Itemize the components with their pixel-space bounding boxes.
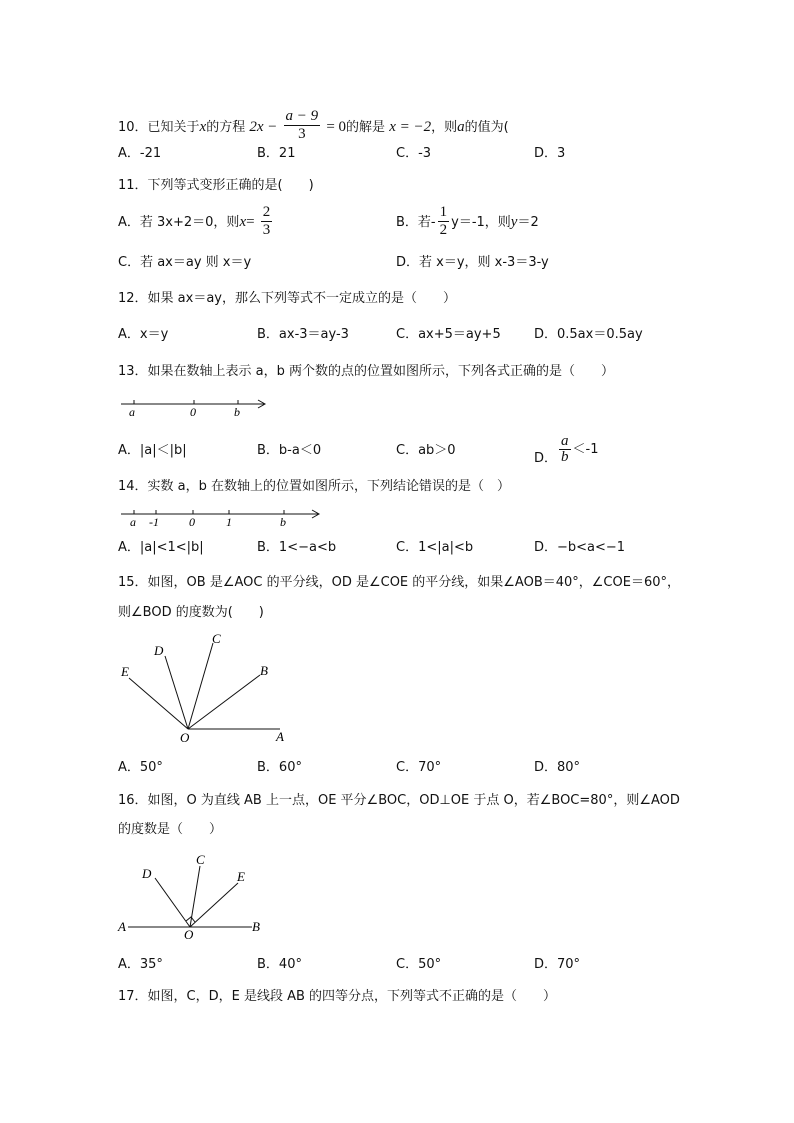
q11-opta-num: 2 xyxy=(262,204,271,220)
q15-label-d: D xyxy=(154,643,164,658)
q10-text: 的方程 xyxy=(206,120,246,135)
q11-opta-eq: = xyxy=(246,214,255,230)
q13-option-a: A．|a|＜|b| xyxy=(118,443,187,458)
q10-frac-num: a − 9 xyxy=(285,108,319,124)
q11-optb-end: ＝2 xyxy=(517,215,539,230)
q11-optb-mid: y＝-1，则 xyxy=(451,215,511,230)
q15-option-a: A．50° xyxy=(118,760,163,775)
q15-label-c: C xyxy=(212,631,221,646)
q13-optd-post: ＜-1 xyxy=(572,442,599,457)
q14-number-line xyxy=(118,505,328,531)
q10-option-a: A．-21 xyxy=(118,146,162,161)
q12-option-a: A．x＝y xyxy=(118,327,169,342)
q10-eq-right: = 0 xyxy=(326,119,347,135)
q16-label-c: C xyxy=(196,852,205,867)
q10-sol-eq: x = −2 xyxy=(389,119,432,135)
q16-option-d: D．70° xyxy=(534,957,581,972)
q15-stem-line1: 15．如图，OB 是∠AOC 的平分线，OD 是∠COE 的平分线，如果∠AOB＝40°，∠COE＝60°， xyxy=(118,575,681,590)
q16-label-e: E xyxy=(237,869,245,884)
q11-option-b xyxy=(396,205,539,240)
q14-label-0: 0 xyxy=(189,515,195,529)
q11-opta-text: A．若 3x+2＝0，则 xyxy=(118,215,240,230)
q15-label-e: E xyxy=(121,664,129,679)
q15-option-b: B．60° xyxy=(257,760,302,775)
q16-angle-figure xyxy=(114,850,269,942)
q15-ray-ob xyxy=(188,675,260,729)
q13-optd-num: a xyxy=(561,433,569,449)
q12-option-d: D．0.5ax＝0.5ay xyxy=(534,327,643,342)
q11-option-c: C．若 ax＝ay 则 x＝y xyxy=(118,255,252,270)
q13-optd-den: b xyxy=(561,449,569,465)
q15-ray-od xyxy=(165,656,188,729)
q10-frac-den: 3 xyxy=(298,126,306,142)
q10-tail2: 的值为( xyxy=(464,120,509,135)
q16-label-d: D xyxy=(142,866,152,881)
q12-option-b: B．ax-3＝ay-3 xyxy=(257,327,349,342)
q13-option-b: B．b-a＜0 xyxy=(257,443,322,458)
q11-optb-text: B．若- xyxy=(396,215,436,230)
q15-ray-oc xyxy=(188,643,213,729)
q15-ray-oe xyxy=(129,678,188,729)
q16-label-o: O xyxy=(184,927,194,942)
q11-option-d: D．若 x＝y，则 x-3＝3-y xyxy=(396,255,549,270)
q14-option-c: C．1<|a|<b xyxy=(396,540,474,555)
q10-fraction xyxy=(284,108,321,143)
q15-option-c: C．70° xyxy=(396,760,442,775)
q15-stem-line2: 则∠BOD 的度数为( ) xyxy=(118,605,264,620)
q10-eq-left: 2x − xyxy=(249,119,278,135)
q14-option-d: D．−b<a<−1 xyxy=(534,540,626,555)
q13-stem: 13．如果在数轴上表示 a，b 两个数的点的位置如图所示，下列各式正确的是（ ） xyxy=(118,364,615,379)
q11-opta-var: x xyxy=(239,214,247,230)
q13-option-c: C．ab＞0 xyxy=(396,443,456,458)
q10-var-x: x xyxy=(199,119,207,135)
q13-optd-label: D． xyxy=(534,451,558,466)
q16-label-b: B xyxy=(252,919,260,934)
q14-label-neg1: -1 xyxy=(149,515,159,529)
q11-optb-fraction xyxy=(438,204,450,239)
q15-label-o: O xyxy=(180,730,190,745)
q10-option-b: B．21 xyxy=(257,146,296,161)
q16-ray-od xyxy=(155,878,190,927)
q10-var-a: a xyxy=(457,119,465,135)
q16-stem-line2: 的度数是（ ） xyxy=(118,822,223,837)
q15-angle-figure xyxy=(112,628,297,746)
q13-number-line xyxy=(118,394,273,420)
q13-label-a: a xyxy=(129,405,135,419)
q13-label-0: 0 xyxy=(190,405,196,419)
q16-option-b: B．40° xyxy=(257,957,302,972)
q16-stem-line1: 16．如图，O 为直线 AB 上一点，OE 平分∠BOC，OD⊥OE 于点 O，若∠BOC=80°，则∠AOD xyxy=(118,793,680,808)
q14-stem: 14．实数 a，b 在数轴上的位置如图所示，下列结论错误的是（ ） xyxy=(118,479,511,494)
q16-option-c: C．50° xyxy=(396,957,442,972)
q13-label-b: b xyxy=(234,405,240,419)
q16-label-a: A xyxy=(118,919,126,934)
q11-opta-fraction xyxy=(261,204,273,239)
q10-tail: ，则 xyxy=(431,120,458,135)
q13-optd-fraction xyxy=(559,434,571,465)
q11-optb-var: y xyxy=(510,214,518,230)
q11-optb-num: 1 xyxy=(439,204,448,220)
q10-option-d: D．3 xyxy=(534,146,566,161)
q14-label-a: a xyxy=(130,515,136,529)
q14-label-b: b xyxy=(280,515,286,529)
q15-option-d: D．80° xyxy=(534,760,581,775)
q14-label-1: 1 xyxy=(226,515,232,529)
q16-option-a: A．35° xyxy=(118,957,163,972)
q11-option-a xyxy=(118,205,274,240)
q11-opta-den: 3 xyxy=(262,222,271,238)
q12-stem: 12．如果 ax＝ay，那么下列等式不一定成立的是（ ） xyxy=(118,291,456,306)
q10-option-c: C．-3 xyxy=(396,146,432,161)
q10-stem xyxy=(118,110,509,145)
q16-ray-oe xyxy=(190,883,238,927)
q10-number: 10．已知关于 xyxy=(118,120,200,135)
q11-stem: 11．下列等式变形正确的是( ) xyxy=(118,178,314,193)
q14-option-b: B．1<−a<b xyxy=(257,540,337,555)
q15-label-a: A xyxy=(276,729,284,744)
q12-option-c: C．ax+5＝ay+5 xyxy=(396,327,501,342)
q14-option-a: A．|a|<1<|b| xyxy=(118,540,204,555)
q11-optb-den: 2 xyxy=(439,222,448,238)
q13-option-d xyxy=(534,434,598,465)
q15-label-b: B xyxy=(260,663,268,678)
q10-sol-text: 的解是 xyxy=(346,120,386,135)
q17-stem: 17．如图，C，D，E 是线段 AB 的四等分点，下列等式不正确的是（ ） xyxy=(118,989,557,1004)
